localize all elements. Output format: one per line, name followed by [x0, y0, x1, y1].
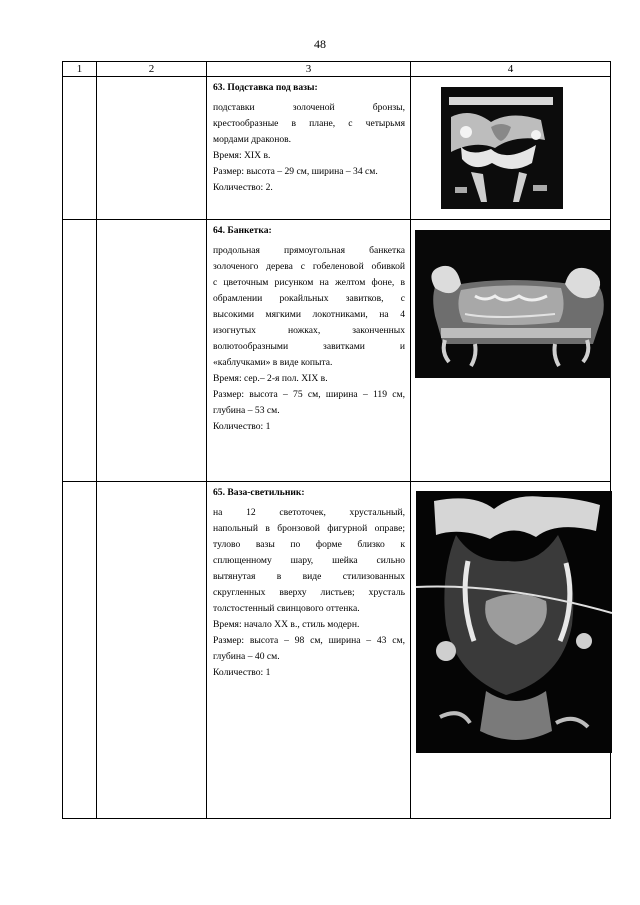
- item-photo-cell: [411, 220, 611, 482]
- item-photo-cell: [411, 482, 611, 819]
- cell-col-1: [63, 482, 97, 819]
- desc-line: «каблучками» в виде копыта.: [213, 357, 333, 368]
- header-col-3: 3: [207, 62, 411, 77]
- banquette-photo: [415, 230, 611, 378]
- header-row: [63, 62, 611, 77]
- item-quantity: Количество: 2.: [213, 182, 273, 193]
- item-time: Время: сер.– 2-я пол. XIX в.: [213, 373, 328, 384]
- table-row: [63, 482, 611, 819]
- item-size: Размер: высота – 29 см, ширина – 34 см.: [213, 166, 378, 177]
- desc-line: тулово вазы по форме близко к: [213, 539, 405, 550]
- desc-line: вытянутая в виде стилизованных: [213, 571, 405, 582]
- item-photo-cell: [411, 77, 611, 220]
- desc-line: на 12 светоточек, хрустальный,: [213, 507, 405, 518]
- header-col-1: 1: [63, 62, 97, 77]
- item-size: Размер: высота – 98 см, ширина – 43 см,: [213, 635, 405, 646]
- page-number: 48: [314, 37, 326, 51]
- item-title: 65. Ваза-светильник:: [213, 487, 305, 498]
- item-description: [207, 77, 411, 220]
- vase-lamp-photo: [416, 491, 612, 753]
- desc-line: напольный в бронзовой фигурной оправе;: [213, 523, 405, 534]
- item-time: Время: XIX в.: [213, 150, 271, 161]
- item-quantity: Количество: 1: [213, 667, 271, 678]
- cell-col-2: [97, 220, 207, 482]
- item-time: Время: начало XX в., стиль модерн.: [213, 619, 360, 630]
- desc-line: продольная прямоугольная банкетка: [213, 245, 405, 256]
- item-size: Размер: высота – 75 см, ширина – 119 см,: [213, 389, 405, 400]
- item-quantity: Количество: 1: [213, 421, 271, 432]
- desc-line: крестообразные в плане, с четырьмя: [213, 118, 405, 129]
- item-size: глубина – 40 см.: [213, 651, 280, 662]
- desc-line: с цветочным рисунком на желтом фоне, в: [213, 277, 405, 288]
- table-row: [63, 220, 611, 482]
- item-title: 64. Банкетка:: [213, 225, 272, 236]
- item-title: 63. Подставка под вазы:: [213, 82, 318, 93]
- desc-line: скругленных вверху листьев; хрусталь: [213, 587, 405, 598]
- table-row: [63, 77, 611, 220]
- item-description: [207, 220, 411, 482]
- cell-col-1: [63, 220, 97, 482]
- desc-line: золоченого дерева с гобеленовой обивкой: [213, 261, 405, 272]
- desc-line: волютообразными завитками и: [213, 341, 405, 352]
- desc-line: обрамлении рокайльных завитков, с: [213, 293, 405, 304]
- desc-line: подставки золоченой бронзы,: [213, 102, 405, 113]
- item-description: [207, 482, 411, 819]
- cell-col-2: [97, 77, 207, 220]
- desc-line: мордами драконов.: [213, 134, 292, 145]
- cell-col-2: [97, 482, 207, 819]
- header-col-2: 2: [97, 62, 207, 77]
- header-col-4: 4: [411, 62, 611, 77]
- bronze-vase-stand-photo: [441, 87, 563, 209]
- cell-col-1: [63, 77, 97, 220]
- item-size: глубина – 53 см.: [213, 405, 280, 416]
- desc-line: высокими мягкими локотниками, на 4: [213, 309, 405, 320]
- desc-line: толстостенный свинцового оттенка.: [213, 603, 360, 614]
- catalog-table: [62, 61, 611, 819]
- desc-line: изогнутых ножках, законченных: [213, 325, 405, 336]
- desc-line: сплющенному шару, шейка сильно: [213, 555, 405, 566]
